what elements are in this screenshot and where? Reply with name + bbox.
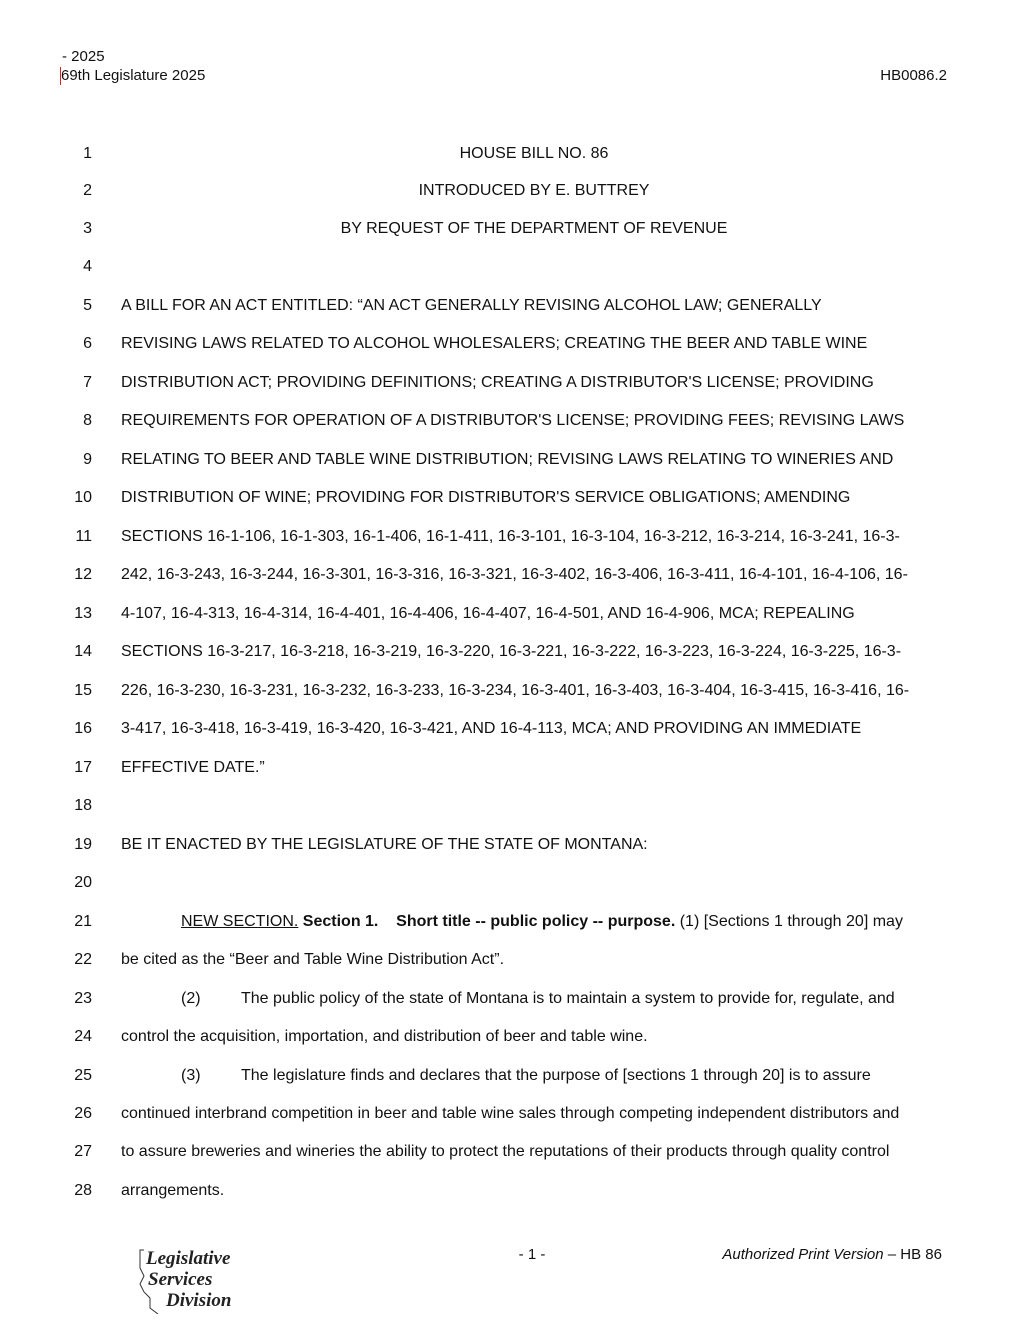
line-text: control the acquisition, importation, and distribution of beer and table wine. bbox=[121, 1028, 648, 1045]
bill-line bbox=[0, 679, 1024, 703]
section-1-start bbox=[121, 910, 903, 934]
bill-line bbox=[0, 255, 1024, 279]
new-section-label: NEW SECTION. bbox=[181, 913, 299, 930]
line-text: 226, 16-3-230, 16-3-231, 16-3-232, 16-3-233, 16-3-234, 16-3-401, 16-3-403, 16-3-404, 16-3-415, 16-3-416, 16- bbox=[121, 682, 910, 699]
logo-line-1: Legislative bbox=[146, 1248, 231, 1269]
bill-line bbox=[0, 563, 1024, 587]
authorized-print-version bbox=[722, 1246, 942, 1263]
header-bill-code: HB0086.2 bbox=[880, 67, 947, 84]
header-legislature bbox=[61, 67, 205, 85]
subsection-line bbox=[121, 987, 895, 1011]
line-text: to assure breweries and wineries the ability to protect the reputations of their products through quality control bbox=[121, 1143, 890, 1160]
bill-line bbox=[0, 871, 1024, 895]
line-number: 2 bbox=[83, 182, 92, 199]
line-number: 3 bbox=[83, 220, 92, 237]
bill-line bbox=[0, 1025, 1024, 1049]
bill-line bbox=[0, 1179, 1024, 1203]
line-text: DISTRIBUTION OF WINE; PROVIDING FOR DISTRIBUTOR'S SERVICE OBLIGATIONS; AMENDING bbox=[121, 489, 851, 506]
bill-line bbox=[0, 640, 1024, 664]
bill-line bbox=[0, 833, 1024, 857]
bill-line bbox=[0, 1064, 1024, 1088]
auth-label: Authorized Print Version bbox=[722, 1246, 884, 1263]
line-number: 1 bbox=[83, 145, 92, 162]
line-number: 5 bbox=[83, 297, 92, 314]
bill-line bbox=[0, 717, 1024, 741]
line-number: 11 bbox=[75, 528, 92, 545]
bill-line bbox=[0, 409, 1024, 433]
line-number: 17 bbox=[74, 759, 92, 776]
line-number: 28 bbox=[74, 1182, 92, 1199]
line-number: 12 bbox=[74, 566, 92, 583]
bill-line bbox=[0, 332, 1024, 356]
line-text: EFFECTIVE DATE.” bbox=[121, 759, 265, 776]
line-number: 18 bbox=[74, 797, 92, 814]
line-text: 3-417, 16-3-418, 16-3-419, 16-3-420, 16-3-421, AND 16-4-113, MCA; AND PROVIDING AN IMMEDIATE bbox=[121, 720, 862, 737]
bill-line bbox=[0, 294, 1024, 318]
bill-line bbox=[0, 142, 1024, 166]
line-number: 20 bbox=[74, 874, 92, 891]
line-text: 4-107, 16-4-313, 16-4-314, 16-4-401, 16-4-406, 16-4-407, 16-4-501, AND 16-4-906, MCA; REPEALING bbox=[121, 605, 855, 622]
introduced-by: INTRODUCED BY E. BUTTREY bbox=[418, 182, 650, 199]
line-number: 16 bbox=[74, 720, 92, 737]
line-text: REVISING LAWS RELATED TO ALCOHOL WHOLESALERS; CREATING THE BEER AND TABLE WINE bbox=[121, 335, 868, 352]
line-text: SECTIONS 16-3-217, 16-3-218, 16-3-219, 16-3-220, 16-3-221, 16-3-222, 16-3-223, 16-3-224, 16-3-225, 16-3- bbox=[121, 643, 902, 660]
line-number: 24 bbox=[74, 1028, 92, 1045]
line-text: continued interbrand competition in beer and table wine sales through competing independent distributors and bbox=[121, 1105, 900, 1122]
line-number: 4 bbox=[83, 258, 92, 275]
bill-line bbox=[0, 1140, 1024, 1164]
bill-line bbox=[0, 1102, 1024, 1126]
bill-line bbox=[0, 948, 1024, 972]
bill-line bbox=[0, 987, 1024, 1011]
line-number: 22 bbox=[74, 951, 92, 968]
line-number: 21 bbox=[74, 913, 92, 930]
line-text: The legislature finds and declares that the purpose of [sections 1 through 20] is to assure bbox=[241, 1067, 871, 1084]
logo-line-3: Division bbox=[166, 1290, 232, 1311]
bill-line bbox=[0, 217, 1024, 241]
line-text: arrangements. bbox=[121, 1182, 225, 1199]
page-number: - 1 - bbox=[518, 1246, 546, 1263]
bill-ref: – HB 86 bbox=[883, 1246, 942, 1263]
line-number: 6 bbox=[83, 335, 92, 352]
bill-line bbox=[0, 486, 1024, 510]
line-number: 23 bbox=[74, 990, 92, 1007]
line-number: 13 bbox=[74, 605, 92, 622]
line-text: A BILL FOR AN ACT ENTITLED: “AN ACT GENERALLY REVISING ALCOHOL LAW; GENERALLY bbox=[121, 297, 822, 314]
bill-line bbox=[0, 756, 1024, 780]
bill-line bbox=[0, 525, 1024, 549]
line-text: DISTRIBUTION ACT; PROVIDING DEFINITIONS; CREATING A DISTRIBUTOR'S LICENSE; PROVIDING bbox=[121, 374, 874, 391]
header-pre-title: - 2025 bbox=[62, 48, 105, 65]
line-text: REQUIREMENTS FOR OPERATION OF A DISTRIBUTOR'S LICENSE; PROVIDING FEES; REVISING LAWS bbox=[121, 412, 905, 429]
bill-line bbox=[0, 448, 1024, 472]
line-number: 25 bbox=[74, 1067, 92, 1084]
subsection-line bbox=[121, 1064, 871, 1088]
line-text: RELATING TO BEER AND TABLE WINE DISTRIBUTION; REVISING LAWS RELATING TO WINERIES AND bbox=[121, 451, 894, 468]
line-number: 14 bbox=[74, 643, 92, 660]
line-number: 8 bbox=[83, 412, 92, 429]
section-number: Section 1. bbox=[302, 913, 379, 930]
legislature-label: 69th Legislature 2025 bbox=[61, 67, 206, 84]
line-number: 10 bbox=[74, 489, 92, 506]
subsection-marker: (3) bbox=[181, 1067, 201, 1084]
bill-line bbox=[0, 602, 1024, 626]
bill-line bbox=[0, 794, 1024, 818]
line-text: The public policy of the state of Montana is to maintain a system to provide for, regulate, and bbox=[241, 990, 895, 1007]
bill-line bbox=[0, 179, 1024, 203]
bill-title: HOUSE BILL NO. 86 bbox=[459, 145, 609, 162]
line-number: 9 bbox=[83, 451, 92, 468]
line-text: 242, 16-3-243, 16-3-244, 16-3-301, 16-3-316, 16-3-321, 16-3-402, 16-3-406, 16-3-411, 16-4-101, 16-4-106, 16- bbox=[121, 566, 908, 583]
subsection-marker: (2) bbox=[181, 990, 201, 1007]
line-text: (1) [Sections 1 through 20] may bbox=[675, 913, 903, 930]
bill-line bbox=[0, 910, 1024, 934]
line-number: 7 bbox=[83, 374, 92, 391]
line-text: be cited as the “Beer and Table Wine Distribution Act”. bbox=[121, 951, 505, 968]
section-heading: Short title -- public policy -- purpose. bbox=[396, 913, 676, 930]
logo-line-2: Services bbox=[148, 1269, 213, 1290]
legislative-services-logo bbox=[136, 1248, 246, 1314]
line-number: 26 bbox=[74, 1105, 92, 1122]
bill-line bbox=[0, 371, 1024, 395]
line-number: 27 bbox=[74, 1143, 92, 1160]
line-number: 19 bbox=[74, 836, 92, 853]
line-number: 15 bbox=[74, 682, 92, 699]
line-text: SECTIONS 16-1-106, 16-1-303, 16-1-406, 16-1-411, 16-3-101, 16-3-104, 16-3-212, 16-3-214, 16-3-241, 16-3- bbox=[121, 528, 900, 545]
by-request: BY REQUEST OF THE DEPARTMENT OF REVENUE bbox=[340, 220, 728, 237]
enacting-clause: BE IT ENACTED BY THE LEGISLATURE OF THE STATE OF MONTANA: bbox=[121, 836, 648, 853]
